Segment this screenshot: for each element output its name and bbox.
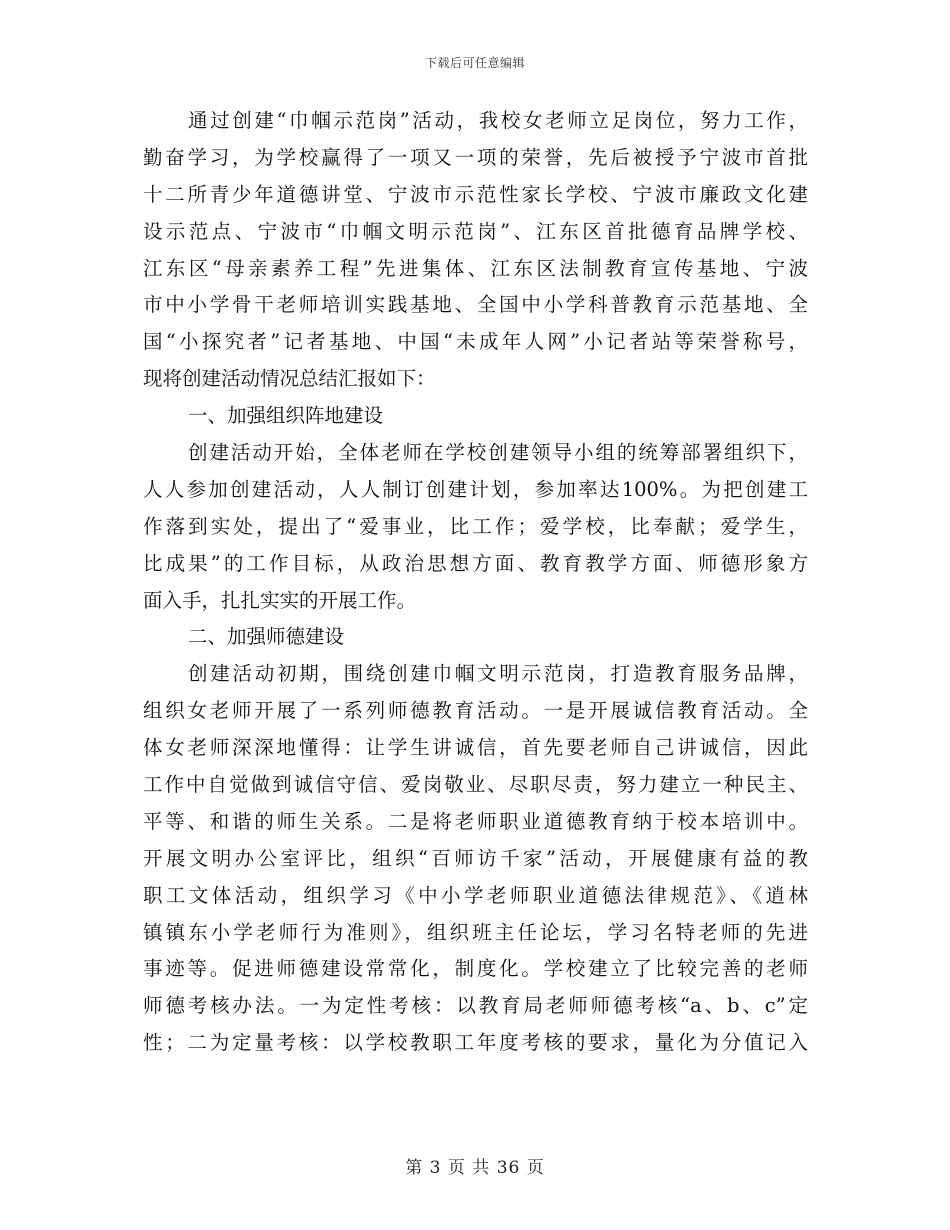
text-line: 职工文体活动，组织学习《中小学老师职业道德法律规范》、《逍林 (143, 883, 808, 907)
paragraph-first-line: 创建活动初期，围绕创建巾帼文明示范岗，打造教育服务品牌， (188, 662, 808, 686)
paragraph-first-line: 创建活动开始，全体老师在学校创建领导小组的统筹部署组织下， (188, 441, 808, 465)
text-line: 国“小探究者”记者基地、中国“未成年人网”小记者站等荣誉称号， (143, 330, 808, 354)
text-line: 比成果”的工作目标，从政治思想方面、教育教学方面、师德形象方 (143, 551, 808, 575)
document-body (143, 103, 808, 1062)
text-line: 现将创建活动情况总结汇报如下： (143, 367, 436, 391)
page-footer-page-number: 第 3 页 共 36 页 (405, 1158, 545, 1178)
text-line: 勤奋学习，为学校赢得了一项又一项的荣誉，先后被授予宁波市首批 (143, 145, 808, 169)
page-header-note: 下载后可任意编辑 (424, 56, 525, 70)
text-line: 性；二为定量考核：以学校教职工年度考核的要求，量化为分值记入 (143, 1031, 808, 1055)
text-line: 开展文明办公室评比，组织“百师访千家”活动，开展健康有益的教 (143, 846, 808, 870)
paragraph-first-line: 一、加强组织阵地建设 (188, 404, 384, 428)
text-line: 江东区“母亲素养工程”先进集体、江东区法制教育宣传基地、宁波 (143, 256, 808, 280)
text-line: 工作中自觉做到诚信守信、爱岗敬业、尽职尽责，努力建立一种民主、 (143, 773, 808, 797)
text-line: 面入手，扎扎实实的开展工作。 (143, 588, 417, 612)
text-line: 体女老师深深地懂得：让学生讲诚信，首先要老师自己讲诚信，因此 (143, 736, 808, 760)
text-line: 镇镇东小学老师行为准则》，组织班主任论坛，学习名特老师的先进 (143, 920, 808, 944)
paragraph-first-line: 二、加强师德建设 (188, 625, 345, 649)
text-line: 设示范点、宁波市“巾帼文明示范岗”、江东区首批德育品牌学校、 (143, 219, 808, 243)
text-line: 人人参加创建活动，人人制订创建计划，参加率达100%。为把创建工 (143, 477, 808, 501)
text-line: 十二所青少年道德讲堂、宁波市示范性家长学校、宁波市廉政文化建 (143, 182, 808, 206)
text-line: 市中小学骨干老师培训实践基地、全国中小学科普教育示范基地、全 (143, 293, 808, 317)
text-line: 平等、和谐的师生关系。二是将老师职业道德教育纳于校本培训中。 (143, 809, 808, 833)
text-line: 作落到实处，提出了“爱事业，比工作；爱学校，比奉献；爱学生， (143, 514, 808, 538)
text-line: 师德考核办法。一为定性考核：以教育局老师师德考核“a、b、c”定 (143, 994, 808, 1018)
text-line: 事迹等。促进师德建设常常化，制度化。学校建立了比较完善的老师 (143, 957, 808, 981)
text-line: 组织女老师开展了一系列师德教育活动。一是开展诚信教育活动。全 (143, 699, 808, 723)
paragraph-first-line: 通过创建“巾帼示范岗”活动，我校女老师立足岗位，努力工作， (188, 109, 808, 132)
